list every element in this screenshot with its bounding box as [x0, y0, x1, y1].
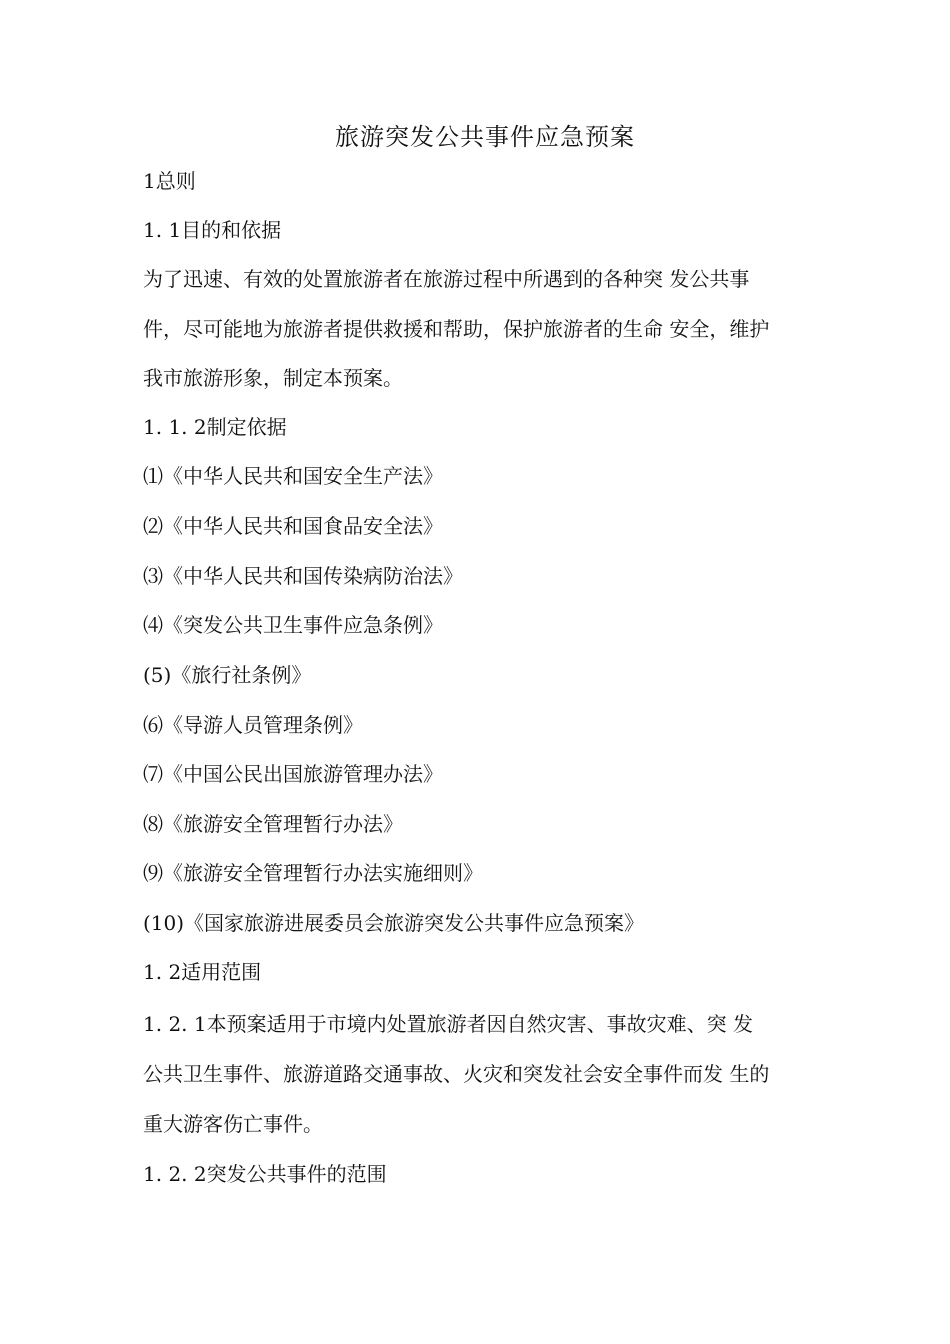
paragraph-line: 件，尽可能地为旅游者提供救援和帮助，保护旅游者的生命 安全，维护 — [143, 317, 770, 341]
paragraph-line: 为了迅速、有效的处置旅游者在旅游过程中所遇到的各种突 发公共事 — [143, 267, 750, 291]
list-item: ⑺《中国公民出国旅游管理办法》 — [143, 762, 443, 786]
list-item: ⑻《旅游安全管理暂行办法》 — [143, 812, 403, 836]
document-title: 旅游突发公共事件应急预案 — [335, 123, 635, 151]
list-item: ⑶《中华人民共和国传染病防治法》 — [143, 564, 463, 588]
subsection-heading: 1. 2. 2突发公共事件的范围 — [143, 1162, 387, 1186]
paragraph-line: 重大游客伤亡事件。 — [143, 1112, 323, 1136]
list-item: ⑼《旅游安全管理暂行办法实施细则》 — [143, 861, 483, 885]
paragraph-line: 公共卫生事件、旅游道路交通事故、火灾和突发社会安全事件而发 生的 — [143, 1062, 770, 1086]
list-item: (5)《旅行社条例》 — [143, 663, 312, 687]
list-item: ⑵《中华人民共和国食品安全法》 — [143, 514, 443, 538]
list-item: ⑴《中华人民共和国安全生产法》 — [143, 464, 443, 488]
list-item: (10)《国家旅游进展委员会旅游突发公共事件应急预案》 — [143, 911, 645, 935]
paragraph-line: 我市旅游形象，制定本预案。 — [143, 366, 403, 390]
subsection-heading: 1. 1. 2制定依据 — [143, 415, 287, 439]
paragraph-line: 1. 2. 1本预案适用于市境内处置旅游者因自然灾害、事故灾难、突 发 — [143, 1012, 753, 1036]
subsection-heading: 1. 2适用范围 — [143, 960, 262, 984]
list-item: ⑹《导游人员管理条例》 — [143, 713, 363, 737]
section-heading: 1总则 — [143, 169, 196, 193]
subsection-heading: 1. 1目的和依据 — [143, 218, 282, 242]
list-item: ⑷《突发公共卫生事件应急条例》 — [143, 613, 443, 637]
